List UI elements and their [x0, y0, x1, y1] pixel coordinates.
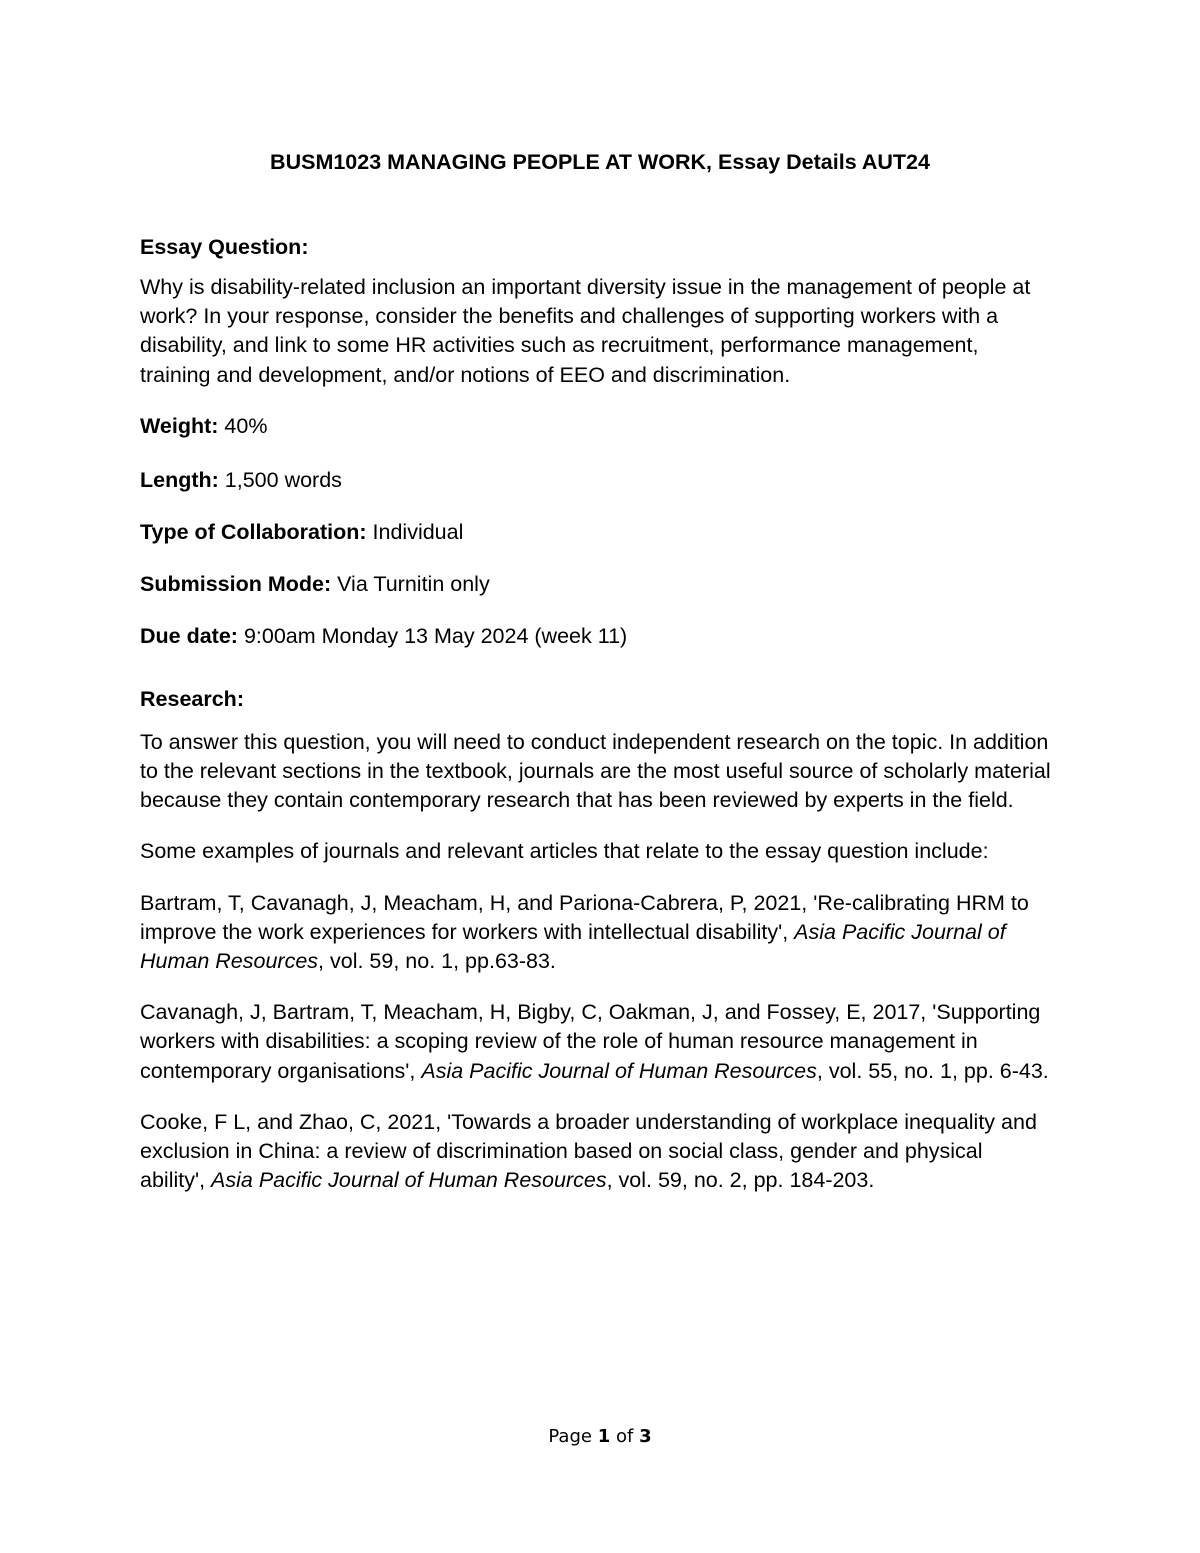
reference-item: [140, 998, 1065, 1086]
reference-citation: Cooke, F L, and Zhao, C, 2021, 'Towards a broader understanding of workplace inequality and exclusion in China: a review of discrimination based on social class, gender and physical ability',: [140, 1109, 1037, 1193]
weight-value: 40%: [224, 413, 268, 438]
reference-citation: Bartram, T, Cavanagh, J, Meacham, H, and Pariona-Cabrera, P, 2021, 'Re-calibrating HRM to improve the work experiences for workers with intellectual disability',: [140, 890, 1029, 944]
due-date-label: Due date:: [140, 623, 238, 648]
collaboration-label: Type of Collaboration:: [140, 519, 367, 544]
research-intro: To answer this question, you will need to conduct independent research on the topic. In addition to the relevant sections in the textbook, journals are the most useful source of scholarly material because they contain contemporary research that has been reviewed by experts in the field.: [140, 729, 1051, 813]
reference-item: [140, 889, 1045, 977]
of-word: of: [615, 1426, 634, 1447]
reference-journal: Asia Pacific Journal of Human Resources: [140, 919, 1006, 974]
research-examples-intro: Some examples of journals and relevant articles that relate to the essay question include:: [140, 839, 989, 864]
reference-item: [140, 1108, 1045, 1196]
document-title: BUSM1023 MANAGING PEOPLE AT WORK, Essay Details AUT24: [270, 150, 930, 174]
length-label: Length:: [140, 467, 219, 492]
reference-details: , vol. 59, no. 1, pp.63-83.: [318, 949, 556, 974]
length-field: [140, 466, 1065, 495]
essay-question-text: Why is disability-related inclusion an important diversity issue in the management of people at work? In your response, consider the benefits and challenges of supporting workers with a disability, and link to some HR activities such as recruitment, performance management, training and development, and/or notions of EEO and discrimination.: [140, 275, 1031, 387]
research-heading: Research:: [140, 686, 244, 711]
page-word: Page: [548, 1426, 592, 1447]
submission-value: Via Turnitin only: [337, 571, 490, 596]
reference-journal: Asia Pacific Journal of Human Resources: [421, 1058, 817, 1083]
submission-label: Submission Mode:: [140, 571, 332, 596]
due-date-value: 9:00am Monday 13 May 2024 (week 11): [243, 623, 628, 648]
collaboration-field: [140, 518, 1065, 547]
reference-journal: Asia Pacific Journal of Human Resources: [211, 1168, 607, 1193]
due-date-field: [140, 622, 1065, 651]
collaboration-value: Individual: [372, 519, 464, 544]
length-value: 1,500 words: [224, 467, 342, 492]
reference-details: , vol. 55, no. 1, pp. 6-43.: [816, 1058, 1049, 1083]
weight-label: Weight:: [140, 413, 219, 438]
current-page-number: 1: [597, 1426, 611, 1447]
weight-field: [140, 412, 1065, 441]
submission-field: [140, 570, 1065, 599]
essay-question-heading: Essay Question:: [140, 235, 309, 259]
total-page-count: 3: [639, 1426, 652, 1447]
page-footer: [0, 1426, 1200, 1447]
reference-details: , vol. 59, no. 2, pp. 184-203.: [606, 1168, 875, 1193]
document-body: [140, 148, 1065, 1195]
reference-citation: Cavanagh, J, Bartram, T, Meacham, H, Bigby, C, Oakman, J, and Fossey, E, 2017, 'Supporting workers with disabilities: a scoping review of the role of human resource management in contemporary organisations',: [140, 1000, 1041, 1083]
